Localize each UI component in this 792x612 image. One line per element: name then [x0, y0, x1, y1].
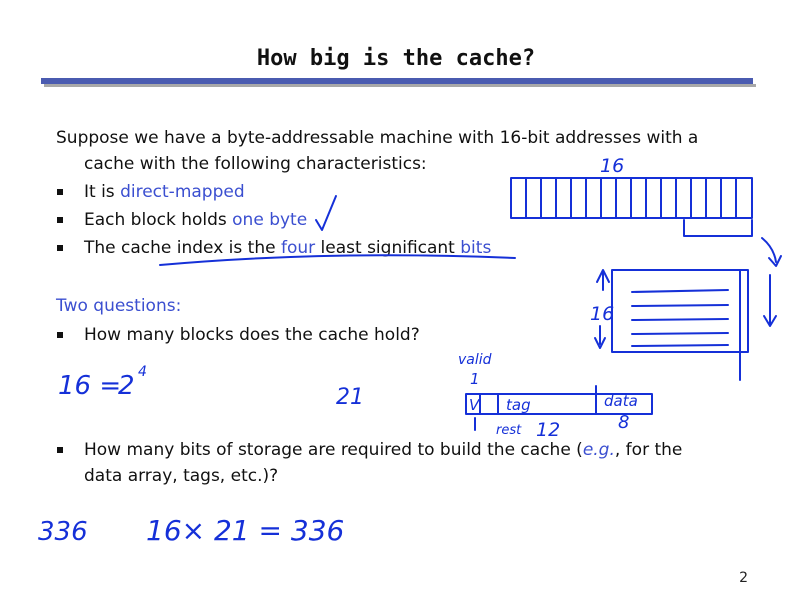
bullet-highlight: bits [460, 238, 492, 258]
intro-line-1: Suppose we have a byte-addressable machine with 16-bit addresses with a [56, 128, 699, 148]
question-2-line-2: data array, tags, etc.)? [84, 466, 279, 486]
hw-data-size: 8 [618, 412, 630, 433]
hw-equation-lhs: 16 = [58, 371, 122, 401]
hw-sixteen-side: 16 [590, 303, 615, 325]
index-bracket [684, 220, 752, 236]
hw-tag-size: 12 [536, 419, 561, 441]
hw-sixteen-top: 16 [600, 155, 625, 177]
hw-tag-label: tag [506, 396, 531, 414]
bullet-text: The cache index is the [84, 238, 281, 258]
bullet-text: least significant [315, 238, 461, 258]
hw-equation-base: 2 [118, 371, 135, 401]
page-number: 2 [739, 570, 748, 586]
hw-answer-equation: 16× 21 = 336 [146, 514, 345, 547]
hw-valid-label: valid [458, 352, 492, 368]
bullet-highlight: direct-mapped [120, 182, 245, 202]
hw-data-label: data [604, 392, 638, 410]
intro-line-2: cache with the following characteristics: [84, 154, 427, 174]
hw-equation-exponent: 4 [138, 364, 147, 380]
address-bit-dividers [526, 178, 736, 218]
bullet-text: Each block holds [84, 210, 233, 230]
question-1: How many blocks does the cache hold? [84, 325, 420, 345]
bullet-text: It is [84, 182, 121, 202]
cache-array-rows [632, 290, 728, 346]
hw-answer: 336 [38, 517, 88, 547]
hw-twentyone: 21 [336, 385, 364, 410]
questions-heading: Two questions: [56, 296, 182, 316]
hw-valid-size: 1 [470, 370, 480, 388]
question-text: How many bits of storage are required to build the cache ( [84, 440, 583, 460]
checkmark [316, 196, 336, 230]
question-text: , for the [614, 440, 683, 460]
page-title: How big is the cache? [256, 46, 536, 71]
hw-valid-bit: V [469, 396, 480, 414]
cache-array [612, 270, 748, 352]
bullet-highlight: four [280, 238, 316, 258]
question-eg: e.g. [582, 440, 615, 460]
handwritten-underline [160, 255, 515, 265]
bullet-highlight: one byte [232, 210, 308, 230]
hw-rest-label: rest [496, 423, 522, 438]
